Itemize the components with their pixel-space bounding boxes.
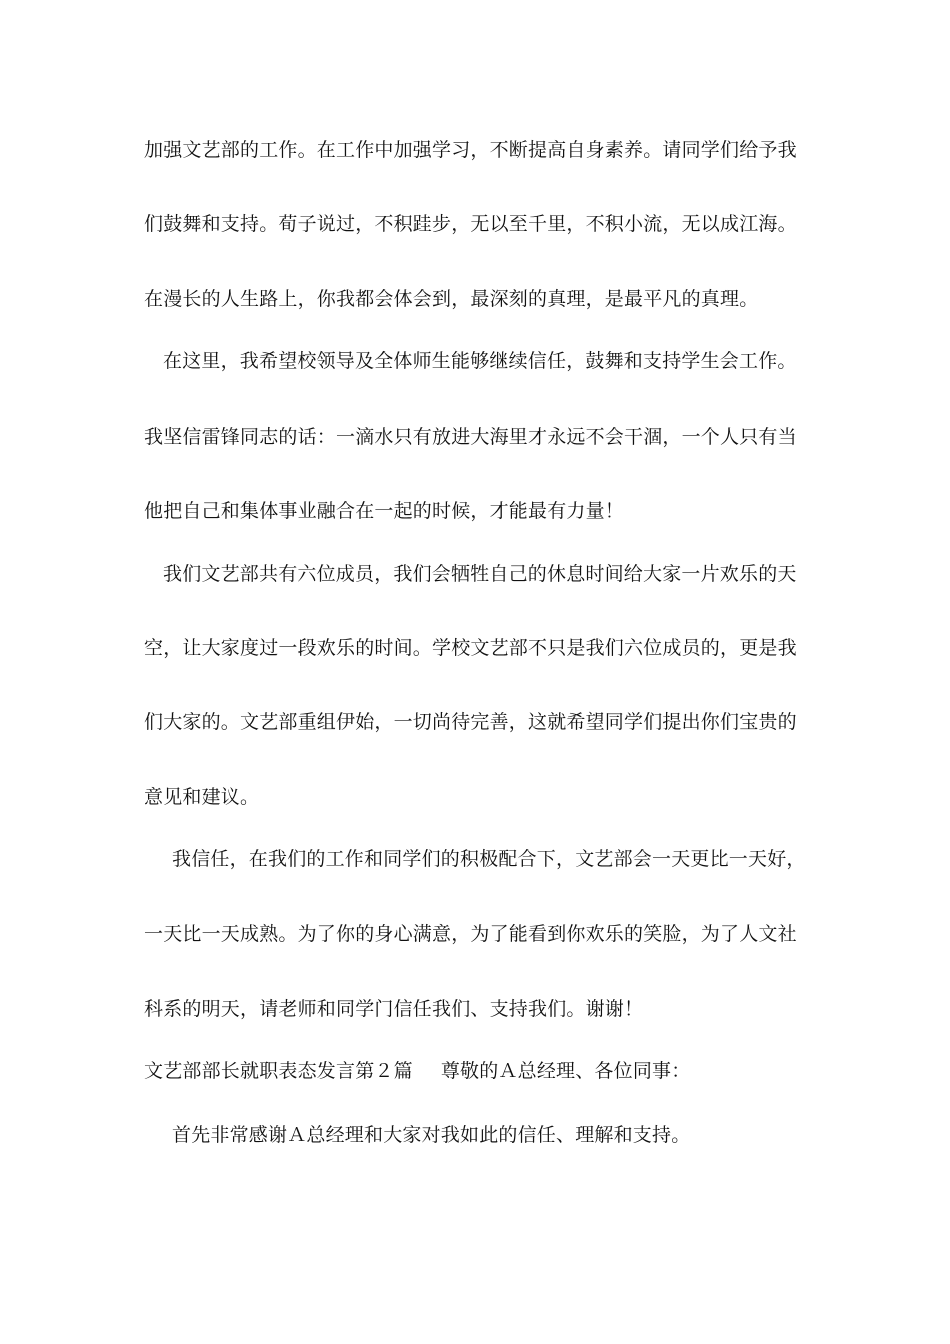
salutation: 尊敬的Ａ总经理、各位同事：: [440, 1060, 691, 1082]
section-heading-line: [144, 1057, 804, 1085]
paragraph-line: 我坚信雷锋同志的话：一滴水只有放进大海里才永远不会干涸，一个人只有当: [144, 426, 797, 448]
paragraph-line: 们大家的。文艺部重组伊始，一切尚待完善，这就希望同学们提出你们宝贵的: [144, 711, 797, 733]
paragraph-line: 空，让大家度过一段欢乐的时间。学校文艺部不只是我们六位成员的，更是我: [144, 637, 797, 659]
paragraph-line: 科系的明天，请老师和同学门信任我们、支持我们。谢谢！: [144, 998, 644, 1020]
paragraph-line: 一天比一天成熟。为了你的身心满意，为了能看到你欢乐的笑脸，为了人文社: [144, 923, 797, 945]
paragraph-line: 们鼓舞和支持。荀子说过，不积跬步，无以至千里，不积小流，无以成江海。: [144, 213, 797, 235]
paragraph-line: 加强文艺部的工作。在工作中加强学习，不断提高自身素养。请同学们给予我: [144, 139, 797, 161]
paragraph-line: 首先非常感谢Ａ总经理和大家对我如此的信任、理解和支持。: [172, 1124, 691, 1146]
section-heading: 文艺部部长就职表态发言第２篇: [144, 1060, 413, 1082]
paragraph-line: 我们文艺部共有六位成员，我们会牺牲自己的休息时间给大家一片欢乐的天: [163, 563, 797, 585]
paragraph-line: 我信任，在我们的工作和同学们的积极配合下，文艺部会一天更比一天好，: [172, 848, 806, 870]
paragraph-line: 在这里，我希望校领导及全体师生能够继续信任，鼓舞和支持学生会工作。: [163, 350, 797, 372]
paragraph-line: 意见和建议。: [144, 786, 260, 808]
paragraph-line: 在漫长的人生路上，你我都会体会到，最深刻的真理，是最平凡的真理。: [144, 288, 759, 310]
paragraph-line: 他把自己和集体事业融合在一起的时候，才能最有力量！: [144, 500, 625, 522]
